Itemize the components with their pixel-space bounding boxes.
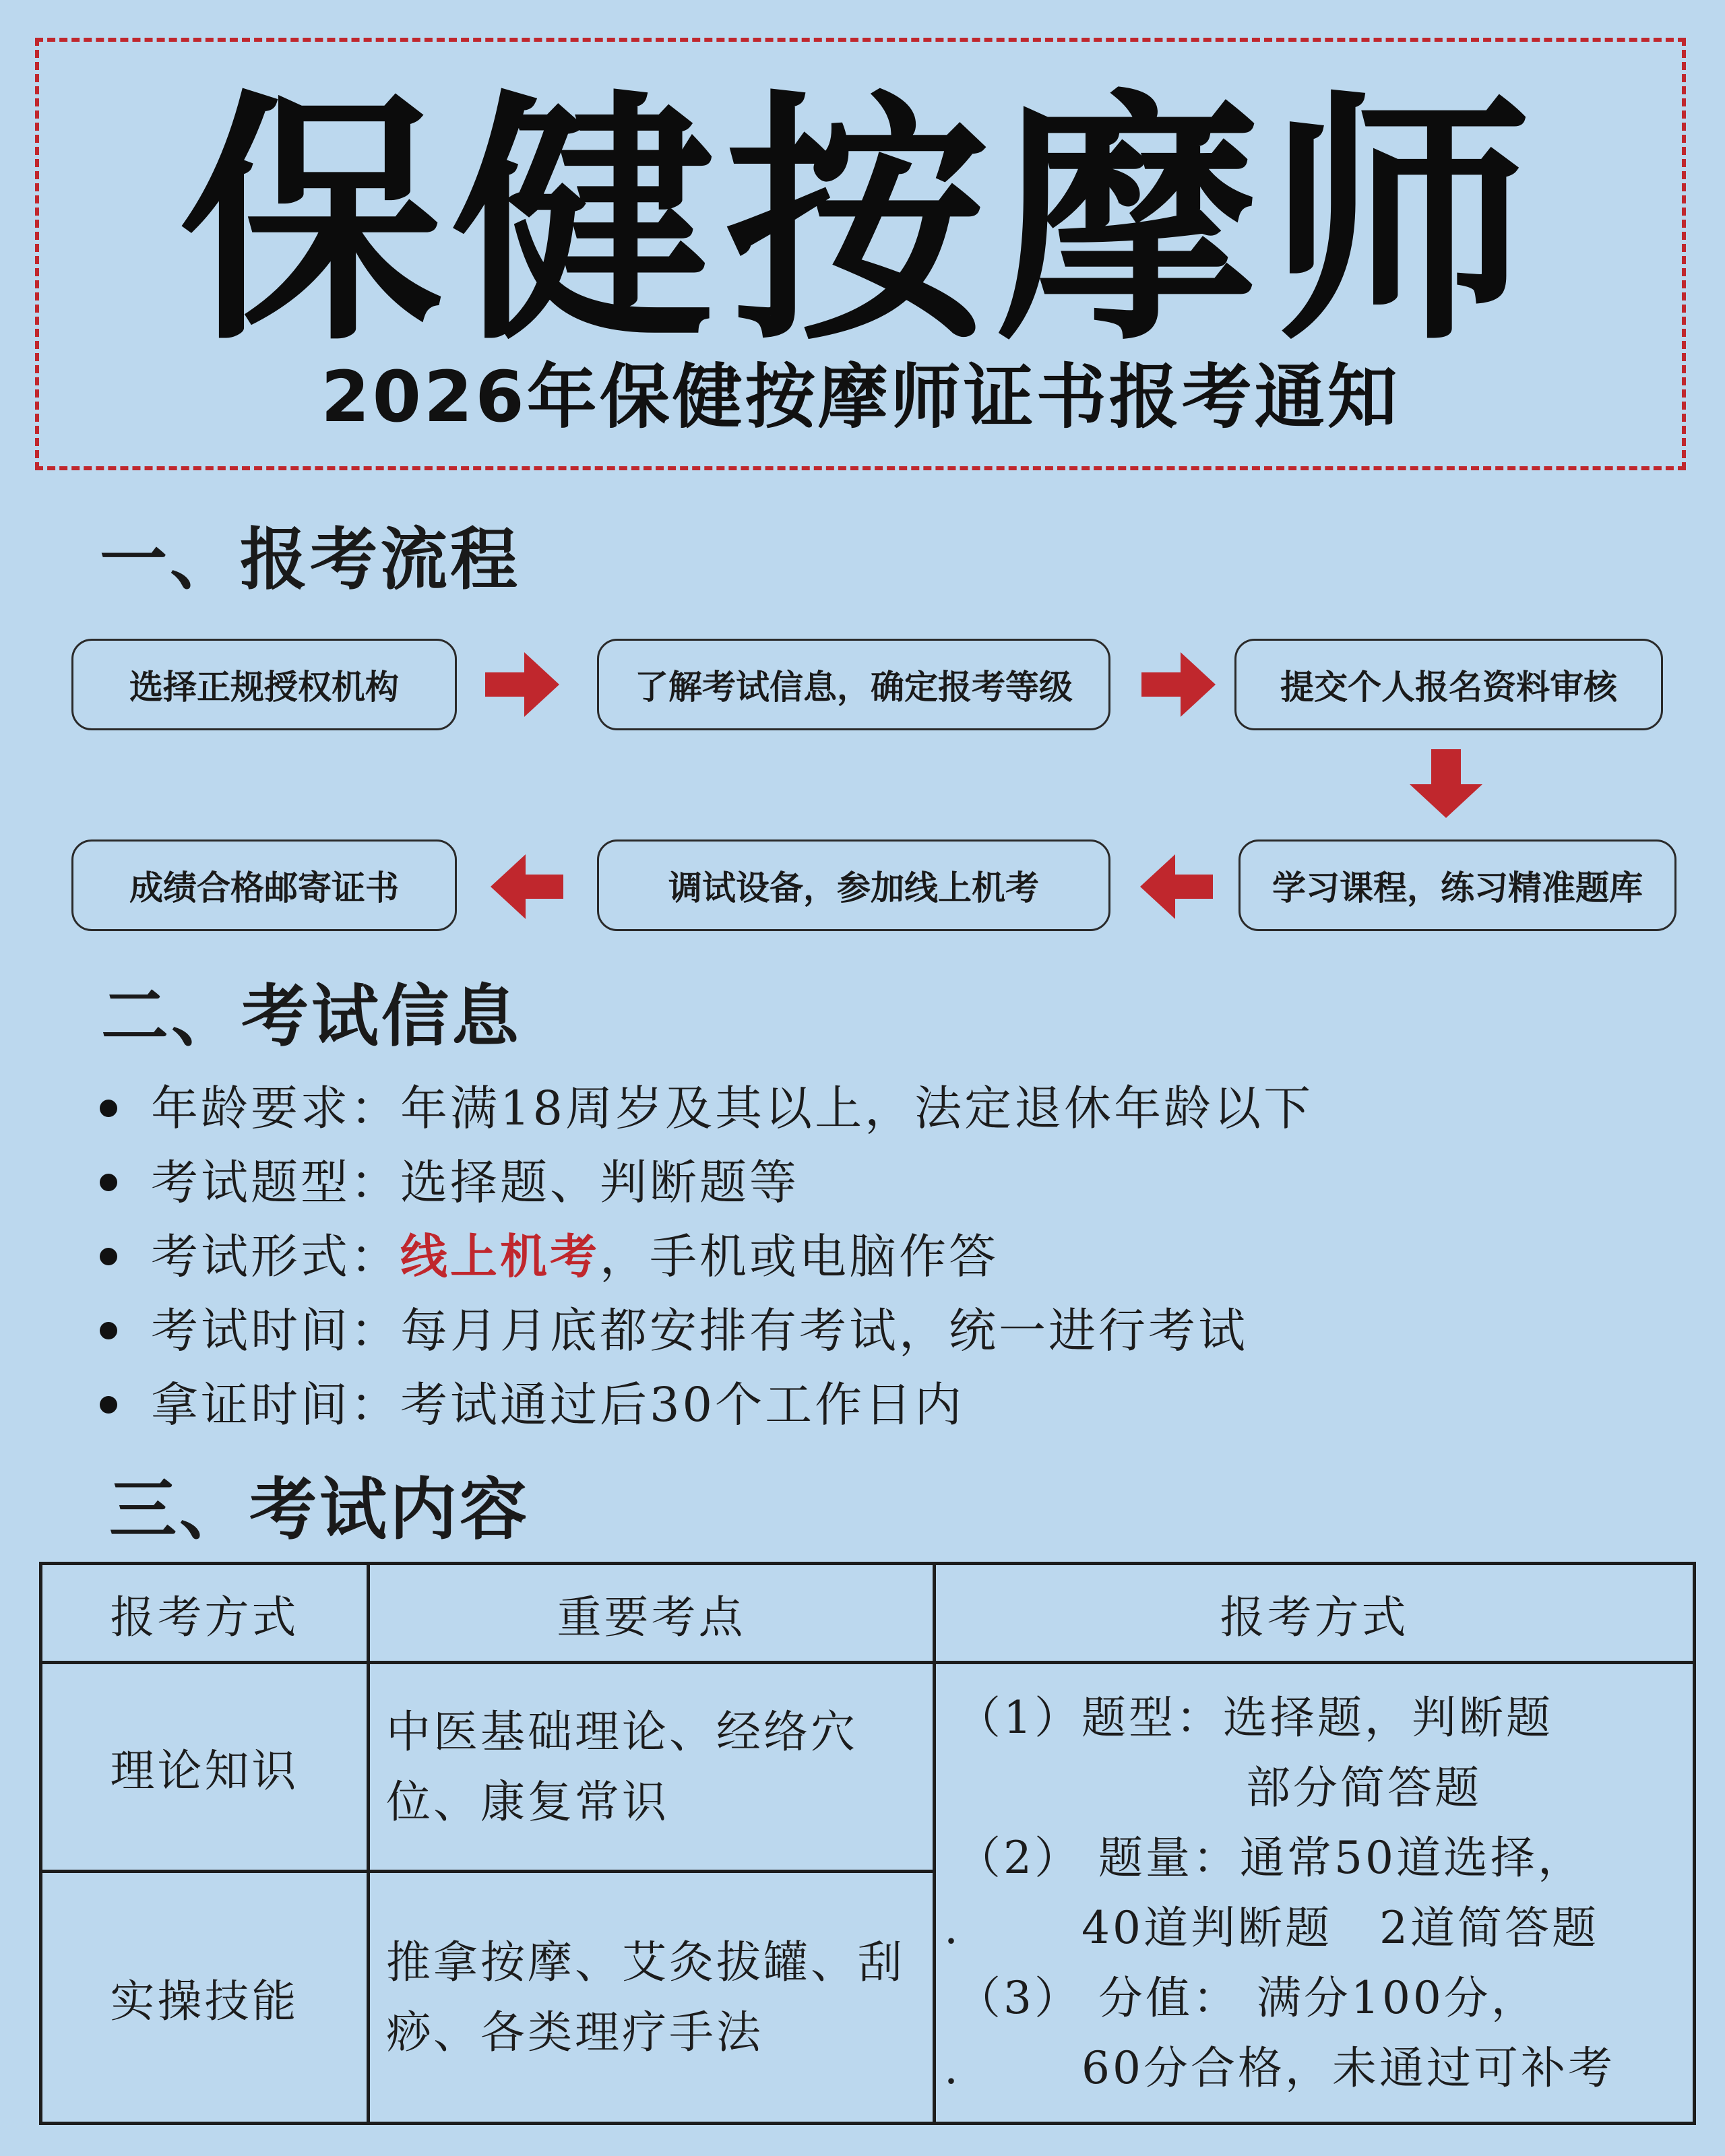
info-item-age — [94, 1071, 1313, 1145]
row-points-theory: 中医基础理论、经络穴位、康复常识 — [369, 1663, 935, 1872]
info-item-question-types — [94, 1145, 1313, 1219]
column-header-format: 报考方式 — [935, 1564, 1695, 1663]
exam-format-details — [935, 1663, 1695, 2124]
info-label: 考试形式： — [151, 1229, 400, 1284]
info-label: 考试题型： — [151, 1155, 400, 1210]
step-mail-certificate: 成绩合格邮寄证书 — [71, 839, 457, 931]
section-heading-exam-content: 三、考试内容 — [109, 1469, 530, 1549]
table-header-row — [41, 1564, 1695, 1663]
info-value: ，手机或电脑作答 — [600, 1229, 999, 1284]
format-mark: . — [944, 2041, 961, 2094]
column-header-key-points: 重要考点 — [369, 1564, 935, 1663]
column-header-method: 报考方式 — [41, 1564, 369, 1663]
arrow-left-icon — [491, 854, 563, 919]
main-title: 保健按摩师 — [180, 69, 1541, 375]
info-highlight: 线上机考 — [400, 1228, 600, 1284]
info-label: 拿证时间： — [151, 1377, 400, 1432]
bullet-icon — [100, 1396, 117, 1414]
step-study-courses: 学习课程，练习精准题库 — [1238, 839, 1676, 931]
arrow-left-icon — [1140, 854, 1213, 919]
info-item-certificate-time — [94, 1368, 1313, 1442]
format-line: （2） 题量：通常50道选择， — [956, 1831, 1585, 1884]
exam-info-list — [94, 1071, 1313, 1442]
format-line: 40道判断题 2道简答题 — [1081, 1901, 1599, 1954]
row-type-practice: 实操技能 — [41, 1872, 369, 2124]
table-row-theory — [41, 1663, 1695, 1872]
info-label: 考试时间： — [151, 1303, 400, 1358]
row-points-practice: 推拿按摩、艾灸拔罐、刮痧、各类理疗手法 — [369, 1872, 935, 2124]
format-line: （1）题型：选择题，判断题 — [956, 1691, 1553, 1744]
info-item-exam-format — [94, 1219, 1313, 1294]
format-mark: . — [944, 1901, 961, 1954]
info-value: 考试通过后30个工作日内 — [400, 1377, 965, 1432]
exam-content-table — [39, 1562, 1696, 2125]
format-line: （3） 分值： 满分100分， — [956, 1971, 1538, 2024]
step-submit-materials: 提交个人报名资料审核 — [1234, 639, 1663, 730]
arrow-right-icon — [485, 652, 559, 717]
info-value: 每月月底都安排有考试，统一进行考试 — [400, 1303, 1248, 1358]
info-value: 选择题、判断题等 — [400, 1155, 799, 1210]
section-heading-process: 一、报考流程 — [100, 519, 520, 599]
step-choose-institution: 选择正规授权机构 — [71, 639, 457, 730]
arrow-right-icon — [1141, 652, 1216, 717]
info-value: 年满18周岁及其以上，法定退休年龄以下 — [400, 1081, 1314, 1136]
bullet-icon — [100, 1100, 117, 1117]
bullet-icon — [100, 1248, 117, 1265]
format-line: 部分简答题 — [1246, 1761, 1482, 1814]
section-heading-exam-info: 二、考试信息 — [101, 976, 522, 1056]
step-learn-exam-info: 了解考试信息，确定报考等级 — [597, 639, 1110, 730]
bullet-icon — [100, 1174, 117, 1191]
notice-subtitle: 2026年保健按摩师证书报考通知 — [321, 356, 1400, 438]
row-type-theory: 理论知识 — [41, 1663, 369, 1872]
info-item-exam-time — [94, 1294, 1313, 1368]
info-label: 年龄要求： — [151, 1081, 400, 1136]
format-line: 60分合格，未通过可补考 — [1081, 2041, 1615, 2094]
arrow-down-icon — [1410, 749, 1482, 818]
bullet-icon — [100, 1322, 117, 1339]
header-frame — [35, 38, 1686, 470]
step-online-exam: 调试设备，参加线上机考 — [597, 839, 1110, 931]
